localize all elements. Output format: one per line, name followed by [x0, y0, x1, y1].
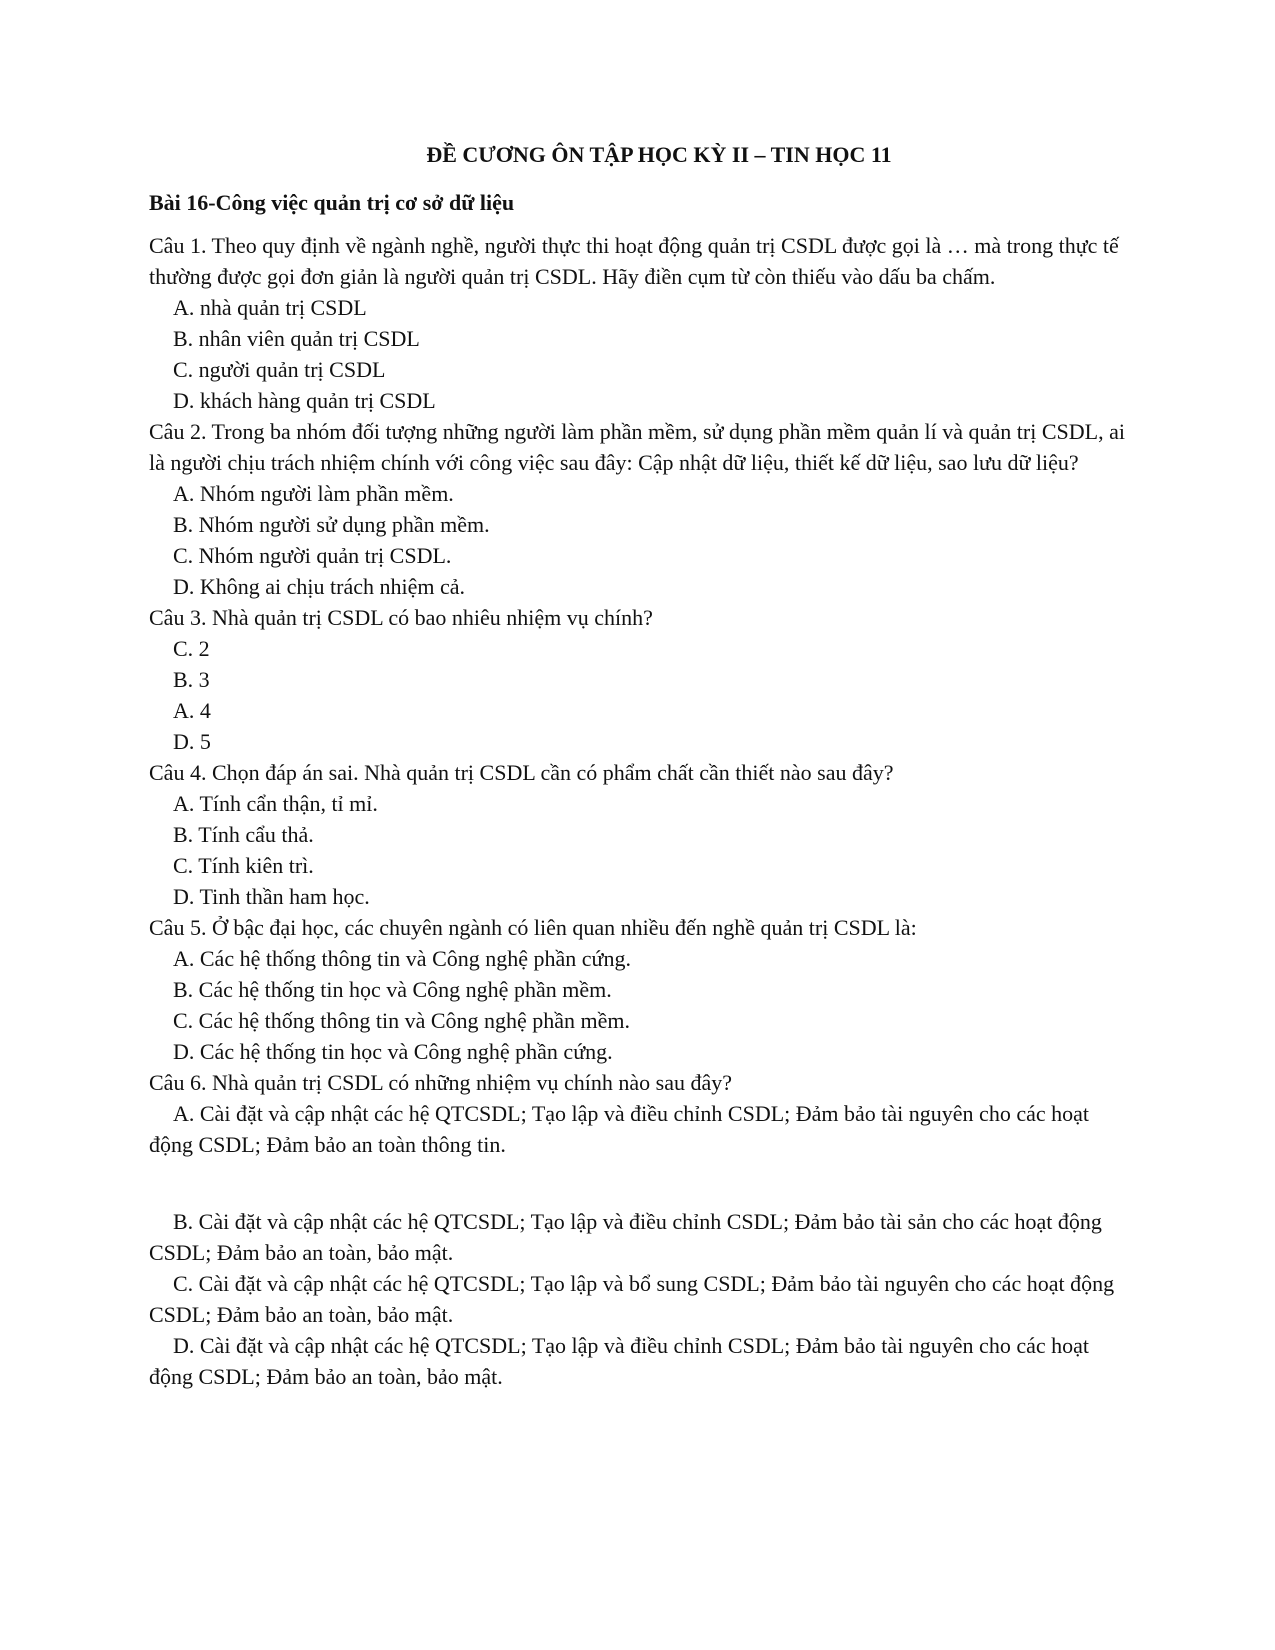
- answer-option: C. Tính kiên trì.: [173, 853, 314, 878]
- answer-option: C. Các hệ thống thông tin và Công nghệ phần mềm.: [173, 1008, 631, 1033]
- answer-option: A. Tính cẩn thận, tỉ mỉ.: [173, 791, 378, 816]
- question-4: [149, 757, 1129, 912]
- question-text: Câu 2. Trong ba nhóm đối tượng những người làm phần mềm, sử dụng phần mềm quản lí và quản trị CSDL, ai là người chịu trách nhiệm chính với công việc sau đây: Cập nhật dữ liệu, thiết kế dữ liệu, sao lưu dữ liệu?: [149, 419, 1125, 475]
- answer-option: A. Nhóm người làm phần mềm.: [173, 481, 454, 506]
- question-3: [149, 602, 1129, 757]
- answer-option: C. 2: [173, 636, 210, 661]
- answer-option: C. người quản trị CSDL: [173, 357, 386, 382]
- question-text: Câu 5. Ở bậc đại học, các chuyên ngành có liên quan nhiều đến nghề quản trị CSDL là:: [149, 915, 917, 940]
- section-title: Bài 16-Công việc quản trị cơ sở dữ liệu: [149, 190, 515, 215]
- answer-option: A. Các hệ thống thông tin và Công nghệ phần cứng.: [173, 946, 631, 971]
- answer-option: C. Cài đặt và cập nhật các hệ QTCSDL; Tạo lập và bổ sung CSDL; Đảm bảo tài nguyên cho các hoạt động CSDL; Đảm bảo an toàn, bảo mật.: [149, 1271, 1115, 1327]
- question-text: Câu 3. Nhà quản trị CSDL có bao nhiêu nhiệm vụ chính?: [149, 605, 653, 630]
- answer-option: B. Tính cẩu thả.: [173, 822, 314, 847]
- question-6: [149, 1067, 1129, 1392]
- document-page: [149, 140, 1129, 1392]
- answer-option: D. Các hệ thống tin học và Công nghệ phần cứng.: [173, 1039, 613, 1064]
- answer-option: C. Nhóm người quản trị CSDL.: [173, 543, 452, 568]
- question-2: [149, 416, 1129, 602]
- answer-option: A. nhà quản trị CSDL: [173, 295, 367, 320]
- answer-option: B. Cài đặt và cập nhật các hệ QTCSDL; Tạo lập và điều chỉnh CSDL; Đảm bảo tài sản cho các hoạt động CSDL; Đảm bảo an toàn, bảo mật.: [149, 1209, 1102, 1265]
- answer-option: B. 3: [173, 667, 210, 692]
- blank-gap: [149, 1160, 1129, 1206]
- answer-option: B. nhân viên quản trị CSDL: [173, 326, 420, 351]
- question-text: Câu 6. Nhà quản trị CSDL có những nhiệm vụ chính nào sau đây?: [149, 1070, 732, 1095]
- answer-option: A. 4: [173, 698, 211, 723]
- question-5: [149, 912, 1129, 1067]
- answer-option: D. 5: [173, 729, 211, 754]
- answer-option: D. khách hàng quản trị CSDL: [173, 388, 436, 413]
- answer-option: B. Các hệ thống tin học và Công nghệ phần mềm.: [173, 977, 612, 1002]
- answer-option: D. Không ai chịu trách nhiệm cả.: [173, 574, 466, 599]
- answer-option: D. Cài đặt và cập nhật các hệ QTCSDL; Tạo lập và điều chỉnh CSDL; Đảm bảo tài nguyên cho các hoạt động CSDL; Đảm bảo an toàn, bảo mật.: [149, 1333, 1089, 1389]
- answer-option: B. Nhóm người sử dụng phần mềm.: [173, 512, 490, 537]
- question-text: Câu 4. Chọn đáp án sai. Nhà quản trị CSDL cần có phẩm chất cần thiết nào sau đây?: [149, 760, 894, 785]
- answer-option: D. Tinh thần ham học.: [173, 884, 370, 909]
- answer-option: A. Cài đặt và cập nhật các hệ QTCSDL; Tạo lập và điều chỉnh CSDL; Đảm bảo tài nguyên cho các hoạt động CSDL; Đảm bảo an toàn thông tin.: [149, 1101, 1089, 1157]
- document-title: ĐỀ CƯƠNG ÔN TẬP HỌC KỲ II – TIN HỌC 11: [426, 142, 892, 167]
- question-text: Câu 1. Theo quy định về ngành nghề, người thực thi hoạt động quản trị CSDL được gọi là … mà trong thực tế thường được gọi đơn giản là người quản trị CSDL. Hãy điền cụm từ còn thiếu vào dấu ba chấm.: [149, 233, 1119, 289]
- question-1: [149, 230, 1129, 416]
